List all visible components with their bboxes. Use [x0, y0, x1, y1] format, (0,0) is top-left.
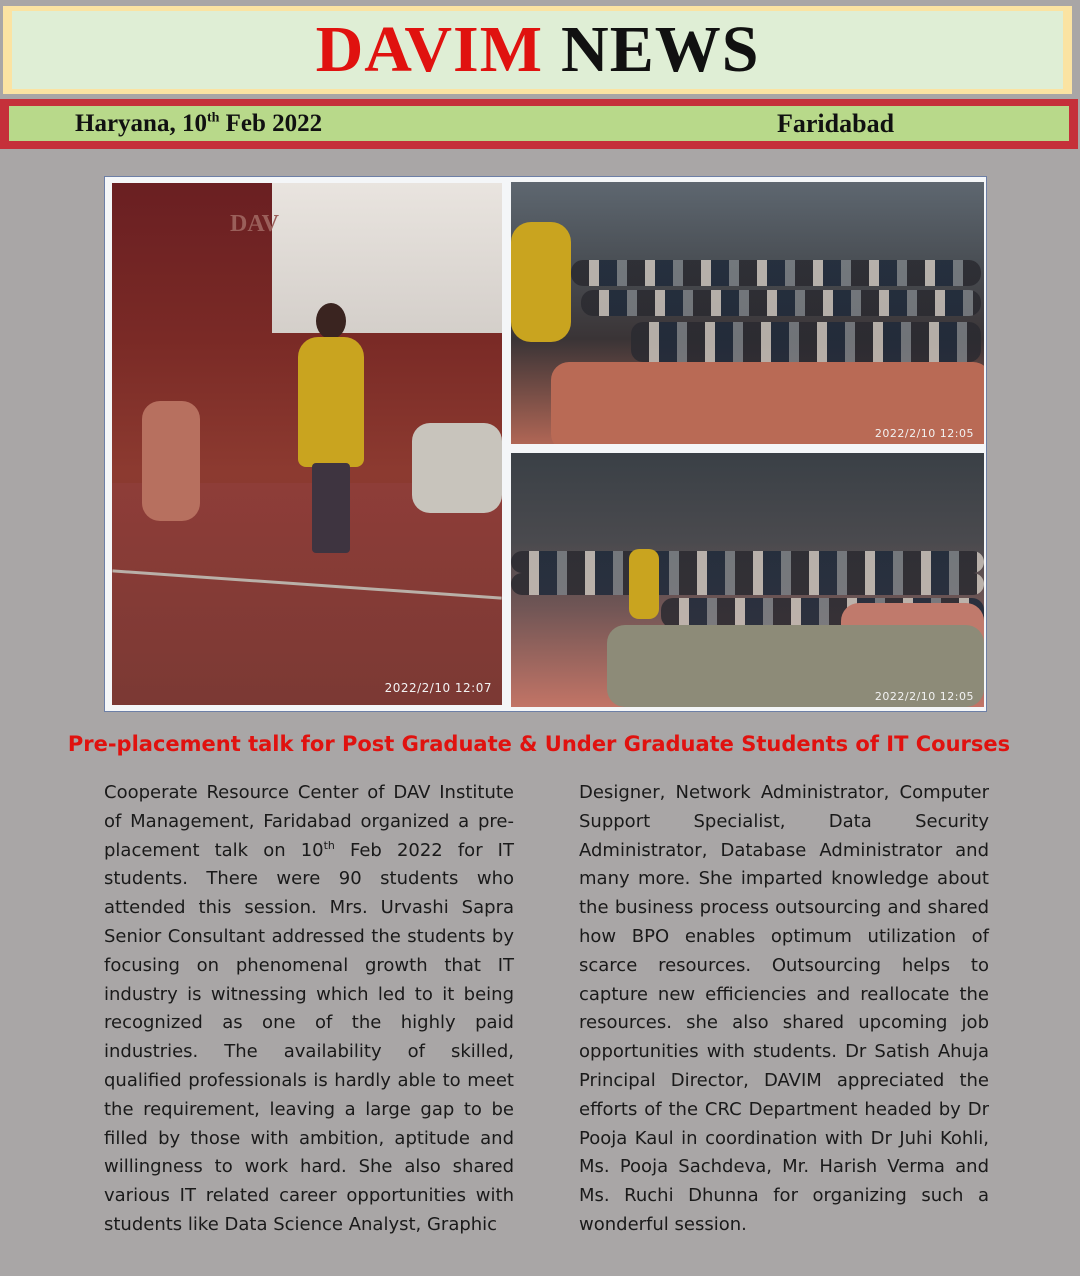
photo-timestamp: 2022/2/10 12:05: [874, 427, 974, 440]
masthead: [3, 6, 1072, 94]
masthead-title: [12, 11, 1063, 89]
article-text: Feb 2022 for IT students. There were 90 students who attended this session. Mrs. Urvashi Sapra Senior Consultant addressed the students by focusing on phenomenal growth that IT industry is witnessing which led to it being recognized as one of the highly paid industries. The availability of skilled, qualified professionals is hardly able to meet the requirement, leaving a large gap to be filled by those with ambition, aptitude and willingness to work hard. She also shared various IT related career opportunities with students like Data Science Analyst, Graphic: [104, 839, 514, 1235]
dateline-city: Faridabad: [777, 109, 895, 138]
article-column-left: [104, 779, 514, 1240]
photo-speaker: [112, 183, 502, 705]
presenter-figure: [511, 222, 571, 342]
photo-audience-wide: [511, 453, 984, 707]
masthead-title-davim: DAVIM: [315, 13, 544, 86]
dateline-bar: [0, 99, 1078, 149]
photo-collage: [104, 176, 987, 712]
wall-logo-text: DAV: [230, 211, 279, 237]
dateline-location-date: Haryana, 10th Feb 2022: [75, 110, 323, 137]
article-text-sup: th: [323, 838, 335, 852]
photo-timestamp: 2022/2/10 12:07: [384, 681, 492, 695]
photo-timestamp: 2022/2/10 12:05: [874, 690, 974, 703]
presenter-figure: [629, 549, 659, 619]
presenter-figure: [290, 303, 372, 553]
armchair: [142, 401, 200, 521]
sofa: [412, 423, 502, 513]
article-column-right: Designer, Network Administrator, Computer Support Specialist, Data Security Administrator, Database Administrator and many more. She imparted knowledge about the business process outsourcing and shared how BPO enables optimum utilization of scarce resources. Outsourcing helps to capture new efficiencies and reallocate the resources. she also shared upcoming job opportunities with students. Dr Satish Ahuja Principal Director, DAVIM appreciated the efforts of the CRC Department headed by Dr Pooja Kaul in coordination with Dr Juhi Kohli, Ms. Pooja Sachdeva, Mr. Harish Verma and Ms. Ruchi Dhunna for organizing such a wonderful session.: [579, 782, 989, 1235]
article-headline: Pre-placement talk for Post Graduate & Under Graduate Students of IT Courses: [67, 732, 1011, 756]
article-text: Cooperate Resource Center of DAV Institute of Management, Faridabad organized a pre-placement talk on 10: [104, 782, 514, 861]
photo-audience-close: [511, 182, 984, 444]
masthead-title-news: NEWS: [561, 13, 760, 86]
